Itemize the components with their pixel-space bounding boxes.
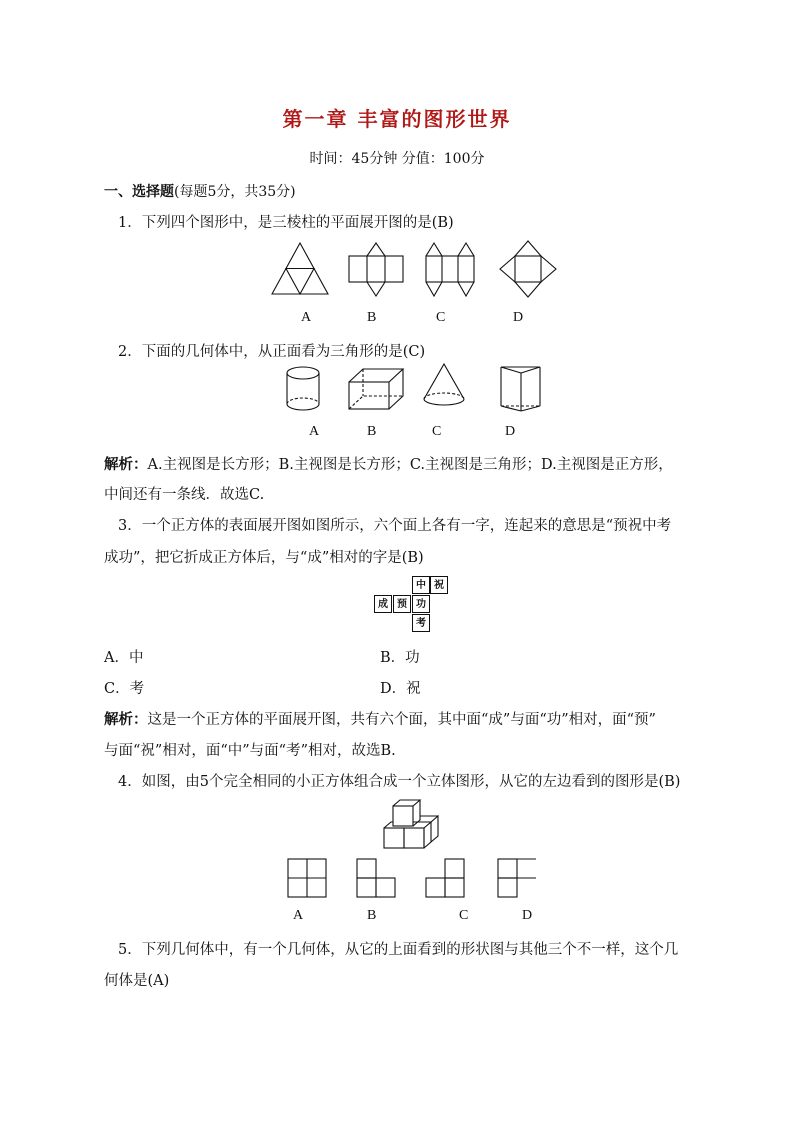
question-3-line-2: 成功”，把它折成正方体后，与“成”相对的字是(B) (104, 550, 424, 566)
q2-analysis-line-2: 中间还有一条线．故选C. (104, 487, 265, 503)
net-cell-cheng: 成 (374, 595, 392, 613)
section-note: (每题5分，共35分) (174, 184, 296, 200)
q1-label-c: C (436, 310, 446, 325)
q3-analysis-label: 解析： (104, 711, 148, 728)
q4-label-d: D (522, 908, 533, 923)
q3-option-b: B．功 (380, 650, 420, 666)
q3-option-c: C．考 (104, 681, 145, 697)
q1-label-d: D (513, 310, 524, 325)
net-cell-zhong: 中 (412, 576, 430, 594)
q2-label-c: C (432, 424, 442, 439)
section-title: 一、选择题 (104, 184, 174, 200)
q4-label-c: C (459, 908, 469, 923)
net-cell-zhu: 祝 (430, 576, 448, 594)
q1-label-b: B (367, 310, 377, 325)
q3-option-d: D．祝 (380, 681, 421, 697)
q2-label-a: A (309, 424, 320, 439)
question-5-line-2: 何体是(A) (104, 973, 170, 989)
page-title: 第一章 丰富的图形世界 (282, 107, 512, 131)
q4-option-b-figure (357, 859, 395, 897)
q1-label-a: A (301, 310, 312, 325)
exam-meta: 时间：45分钟 分值：100分 (309, 151, 485, 167)
q4-label-b: B (367, 908, 377, 923)
q4-option-d-figure (498, 859, 536, 897)
q4-option-c-figure (426, 859, 464, 897)
q2-label-d: D (505, 424, 516, 439)
q2-analysis-label: 解析： (104, 456, 148, 473)
q4-label-a: A (293, 908, 304, 923)
question-5-line-1: 5．下列几何体中，有一个几何体，从它的上面看到的形状图与其他三个不一样，这个几 (118, 942, 679, 958)
q3-analysis-line-2: 与面“祝”相对，面“中”与面“考”相对，故选B. (104, 743, 396, 759)
net-cell-kao: 考 (412, 614, 430, 632)
q4-option-a-figure (288, 859, 326, 897)
q2-analysis-text-1: A.主视图是长方形；B.主视图是长方形；C.主视图是三角形；D.主视图是正方形， (147, 457, 673, 473)
q3-analysis-text-1: 这是一个正方体的平面展开图，共有六个面，其中面“成”与面“功”相对，面“预” (147, 712, 656, 728)
question-2-text: 2．下面的几何体中，从正面看为三角形的是(C) (118, 344, 426, 360)
question-1-text: 1．下列四个图形中，是三棱柱的平面展开图的是(B) (118, 215, 454, 231)
net-cell-yu: 预 (393, 595, 411, 613)
q3-option-a: A．中 (104, 650, 144, 666)
question-4-text: 4．如图，由5个完全相同的小正方体组合成一个立体图形，从它的左边看到的图形是(B) (118, 774, 681, 790)
q4-solid (384, 800, 438, 848)
q2-label-b: B (367, 424, 377, 439)
question-3-line-1: 3．一个正方体的表面展开图如图所示，六个面上各有一字，连起来的意思是“预祝中考 (118, 518, 672, 534)
net-cell-gong: 功 (412, 595, 430, 613)
